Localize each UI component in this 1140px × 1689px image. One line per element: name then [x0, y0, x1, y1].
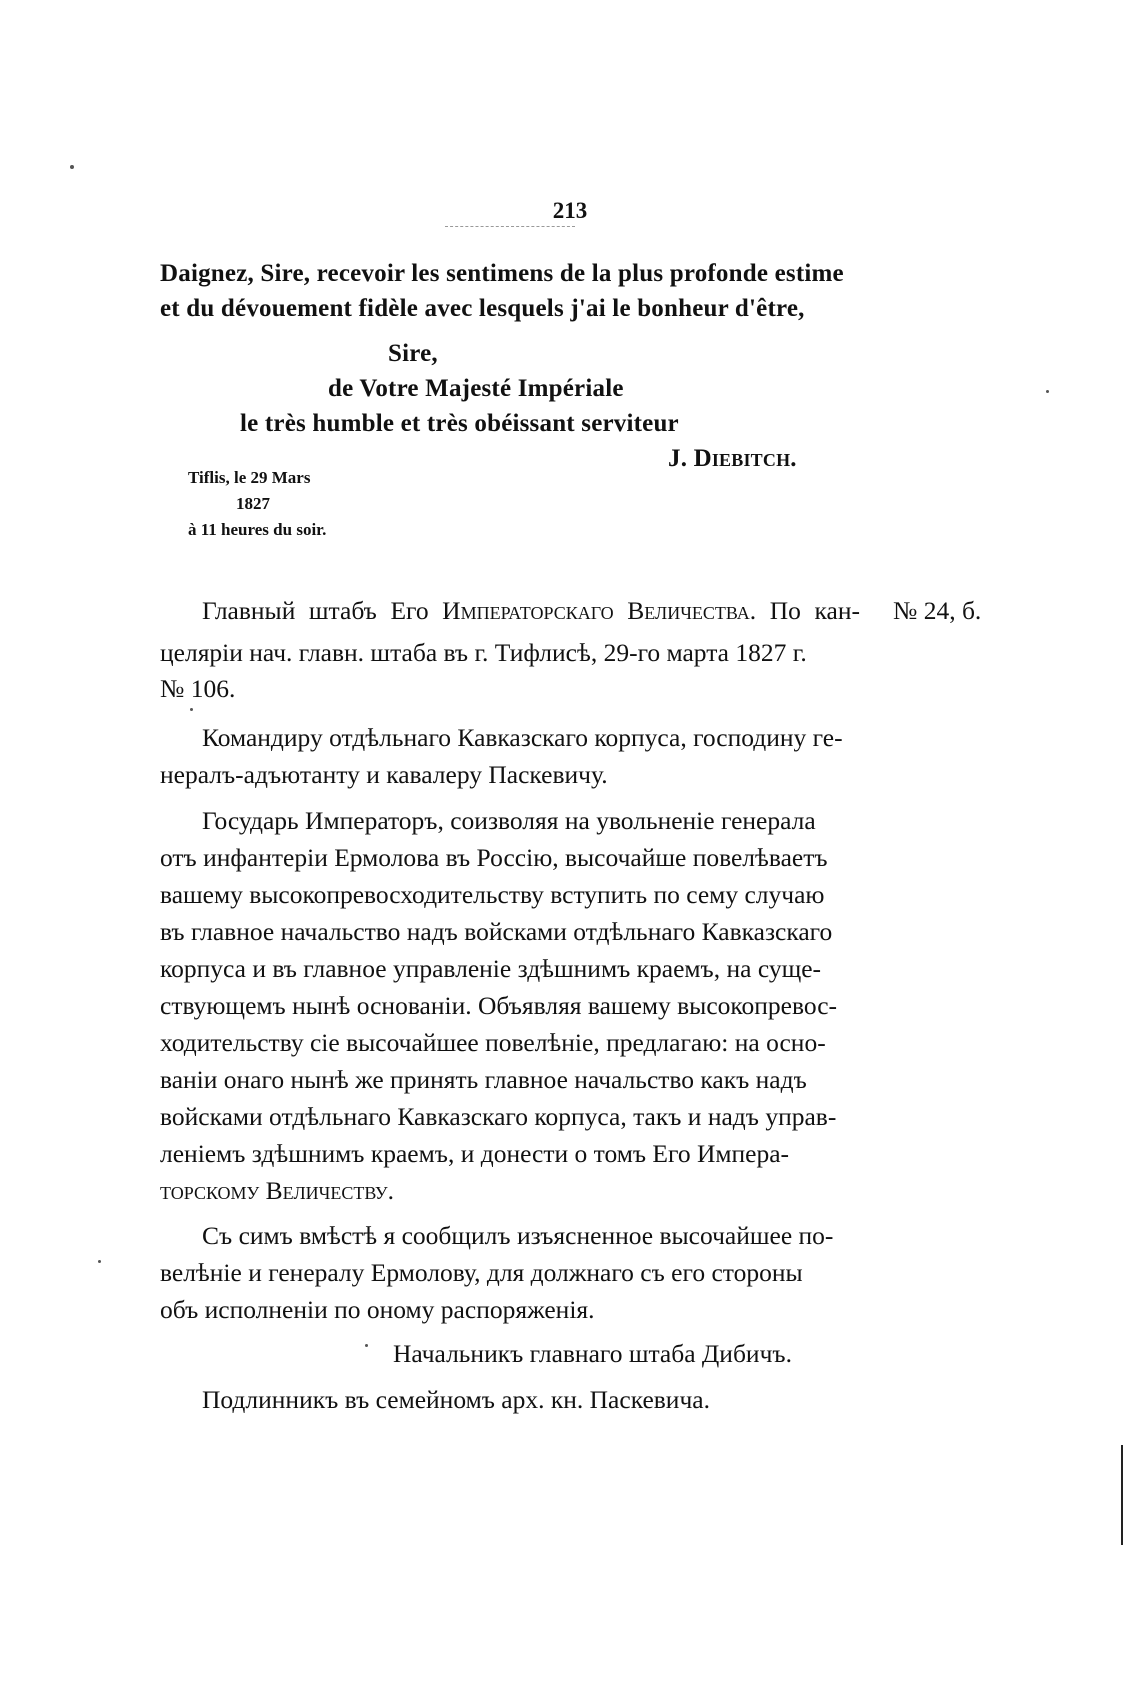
closing-line-1: Daignez, Sire, recevoir les sentimens de la plus profonde estime	[160, 260, 844, 287]
body-line: Съ симъ вмѣстѣ я сообщилъ изъясненное высочайшее по-	[202, 1221, 834, 1250]
body-line: войсками отдѣльнаго Кавказскаго корпуса, такъ и надъ управ-	[160, 1102, 837, 1131]
header-word: Императорскаго	[442, 596, 614, 625]
address-line-2: нералъ-адъютанту и кавалеру Паскевичу.	[160, 760, 608, 789]
letter-time: à 11 heures du soir.	[188, 520, 327, 539]
header-word: Его	[390, 596, 429, 625]
servant-line: le très humble et très obéissant serviteur	[240, 410, 679, 437]
salutation: Sire,	[388, 340, 438, 367]
body-line: корпуса и въ главное управленіе здѣшнимъ краемъ, на суще-	[160, 954, 822, 983]
scan-edge-mark	[1121, 1445, 1123, 1545]
scan-speck	[1046, 390, 1049, 393]
header-word: Величества.	[627, 596, 757, 625]
closing-line-2: et du dévouement fidèle avec lesquels j'ai le bonheur d'être,	[160, 295, 805, 322]
body-line: велѣніе и генералу Ермолову, для должнаго съ его стороны	[160, 1258, 803, 1287]
document-signature: Начальникъ главнаго штаба Дибичъ.	[393, 1339, 792, 1368]
scan-speck	[365, 1344, 368, 1347]
body-line: леніемъ здѣшнимъ краемъ, и донести о томъ Его Импера-	[160, 1139, 790, 1168]
body-line: въ главное начальство надъ войсками отдѣльнаго Кавказскаго	[160, 917, 833, 946]
body-line: объ исполненіи по оному распоряженія.	[160, 1295, 595, 1324]
header-word: кан-	[814, 596, 860, 625]
scan-speck	[98, 1260, 101, 1263]
source-note: Подлинникъ въ семейномъ арх. кн. Паскевича.	[202, 1385, 710, 1414]
header-word: штабъ	[308, 596, 377, 625]
scan-speck	[70, 165, 74, 169]
body-line: ствующемъ нынѣ основаніи. Объявляя вашему высокопревос-	[160, 991, 838, 1020]
header-line-2: целяріи нач. главн. штаба въ г. Тифлисѣ, 29-го марта 1827 г.	[160, 638, 807, 667]
letter-signature: J. Diebitch.	[668, 445, 797, 472]
header-word: Главный	[202, 596, 296, 625]
body-line: ходительству сіе высочайшее повелѣніе, предлагаю: на осно-	[160, 1028, 826, 1057]
body-line: торскому Величеству.	[160, 1176, 395, 1205]
body-line: ваніи онаго нынѣ же принять главное начальство какъ надъ	[160, 1065, 807, 1094]
page-number-rule	[445, 226, 575, 227]
letter-year: 1827	[236, 494, 270, 513]
document-number: № 24, б.	[893, 596, 982, 625]
header-line-3: № 106.	[160, 674, 236, 703]
header-word: По	[769, 596, 801, 625]
scan-speck	[190, 708, 193, 711]
majesty-line: de Votre Majesté Impériale	[328, 375, 624, 402]
body-line: вашему высокопревосходительству вступить по сему случаю	[160, 880, 825, 909]
header-line-1	[202, 596, 860, 626]
letter-place-date: Tiflis, le 29 Mars	[188, 468, 311, 487]
body-line: отъ инфантеріи Ермолова въ Россію, высочайше повелѣваетъ	[160, 843, 828, 872]
body-line: Государь Императоръ, соизволяя на увольненіе генерала	[202, 806, 816, 835]
page-number: 213	[552, 198, 588, 223]
address-line-1: Командиру отдѣльнаго Кавказскаго корпуса, господину ге-	[202, 723, 843, 752]
